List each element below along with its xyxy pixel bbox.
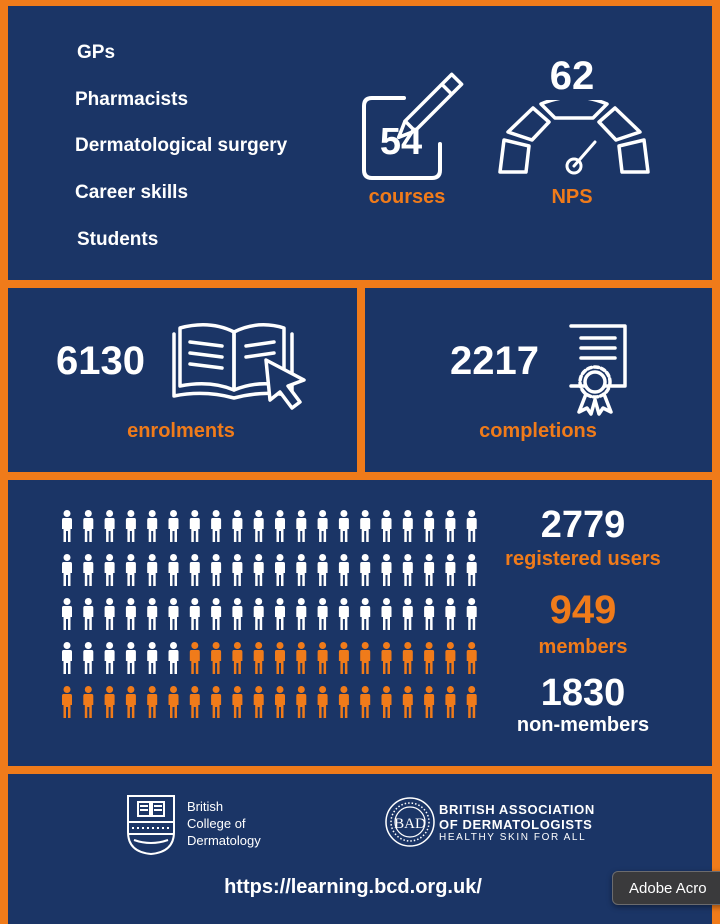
- person-icon: [467, 598, 477, 630]
- person-icon: [147, 598, 157, 630]
- person-icon: [275, 598, 285, 630]
- bad-monogram: BAD: [394, 816, 426, 832]
- person-icon: [126, 686, 136, 718]
- registered-users-value: 2779: [540, 504, 626, 546]
- non-members-label: non-members: [516, 714, 650, 736]
- person-icon: [296, 510, 306, 542]
- person-icon: [424, 598, 434, 630]
- person-icon: [403, 642, 413, 674]
- bad-logo-line2: OF DERMATOLOGISTS: [439, 817, 593, 832]
- person-icon: [403, 554, 413, 586]
- website-url-link[interactable]: https://learning.bcd.org.uk/: [224, 876, 482, 898]
- person-icon: [360, 510, 370, 542]
- person-icon: [254, 554, 264, 586]
- person-icon: [190, 642, 200, 674]
- person-icon: [62, 642, 72, 674]
- person-icon: [83, 686, 93, 718]
- bcd-logo-line3: Dermatology: [187, 833, 261, 848]
- person-icon: [445, 686, 455, 718]
- bad-logo-line1: BRITISH ASSOCIATION: [439, 802, 595, 817]
- person-icon: [275, 554, 285, 586]
- person-icon: [467, 510, 477, 542]
- person-icon: [403, 598, 413, 630]
- person-icon: [105, 686, 115, 718]
- bcd-logo-line2: College of: [187, 816, 246, 831]
- person-icon: [275, 686, 285, 718]
- person-icon: [339, 554, 349, 586]
- non-members-value: 1830: [540, 672, 626, 714]
- person-icon: [232, 510, 242, 542]
- person-icon: [424, 554, 434, 586]
- person-icon: [232, 598, 242, 630]
- person-icon: [296, 642, 306, 674]
- person-icon: [318, 686, 328, 718]
- members-value: 949: [549, 588, 617, 632]
- person-icon: [296, 554, 306, 586]
- person-icon: [126, 598, 136, 630]
- person-icon: [467, 554, 477, 586]
- open-book-cursor-icon: [170, 320, 310, 410]
- person-icon: [382, 686, 392, 718]
- person-icon: [83, 598, 93, 630]
- bad-logo-tagline: HEALTHY SKIN FOR ALL: [439, 832, 587, 843]
- person-icon: [190, 686, 200, 718]
- person-icon: [445, 598, 455, 630]
- person-icon: [62, 510, 72, 542]
- overview-panel: [8, 6, 712, 280]
- person-icon: [318, 554, 328, 586]
- person-icon: [190, 598, 200, 630]
- person-icon: [169, 554, 179, 586]
- person-icon: [169, 510, 179, 542]
- courses-value: 54: [379, 121, 423, 163]
- person-icon: [424, 510, 434, 542]
- person-icon: [296, 686, 306, 718]
- users-panel: [8, 480, 712, 766]
- person-icon: [62, 686, 72, 718]
- person-icon: [360, 598, 370, 630]
- person-icon: [105, 598, 115, 630]
- nps-value: 62: [549, 54, 595, 98]
- person-icon: [147, 686, 157, 718]
- person-icon: [360, 642, 370, 674]
- person-icon: [275, 642, 285, 674]
- topic-career-skills: Career skills: [75, 182, 189, 203]
- person-icon: [147, 554, 157, 586]
- person-icon: [318, 642, 328, 674]
- enrolments-label: enrolments: [127, 420, 235, 442]
- person-icon: [105, 510, 115, 542]
- person-icon: [339, 510, 349, 542]
- person-icon: [211, 686, 221, 718]
- person-icon: [445, 642, 455, 674]
- person-icon: [382, 642, 392, 674]
- members-label: members: [538, 636, 628, 658]
- person-icon: [275, 510, 285, 542]
- person-icon: [211, 510, 221, 542]
- gauge-icon: [497, 100, 651, 180]
- topic-pharmacists: Pharmacists: [75, 89, 189, 110]
- person-icon: [105, 642, 115, 674]
- topic-gps: GPs: [77, 42, 116, 63]
- person-icon: [445, 510, 455, 542]
- person-icon: [339, 642, 349, 674]
- person-icon: [296, 598, 306, 630]
- person-icon: [232, 686, 242, 718]
- person-icon: [126, 554, 136, 586]
- person-icon: [360, 686, 370, 718]
- person-icon: [147, 510, 157, 542]
- person-icon: [339, 598, 349, 630]
- person-icon: [211, 642, 221, 674]
- person-icon: [83, 554, 93, 586]
- person-icon: [190, 510, 200, 542]
- person-icon: [62, 554, 72, 586]
- registered-users-label: registered users: [505, 548, 661, 570]
- person-icon: [169, 598, 179, 630]
- completions-value: 2217: [450, 339, 539, 383]
- person-icon: [232, 554, 242, 586]
- person-icon: [190, 554, 200, 586]
- enrolments-value: 6130: [56, 339, 145, 383]
- courses-label: courses: [368, 186, 446, 208]
- person-icon: [318, 598, 328, 630]
- footer-panel: [8, 774, 712, 924]
- enrolments-panel: [8, 288, 357, 472]
- person-icon: [211, 554, 221, 586]
- person-icon: [382, 554, 392, 586]
- person-icon: [254, 510, 264, 542]
- topic-students: Students: [77, 229, 159, 250]
- person-icon: [254, 642, 264, 674]
- bcd-shield-logo: [126, 794, 176, 856]
- completions-panel: [365, 288, 712, 472]
- people-pictogram: [58, 510, 486, 734]
- bad-seal-logo: [384, 796, 436, 848]
- topic-dermatological-surgery: Dermatological surgery: [75, 135, 288, 156]
- person-icon: [403, 686, 413, 718]
- person-icon: [62, 598, 72, 630]
- person-icon: [254, 598, 264, 630]
- adobe-acrobat-button[interactable]: Adobe Acro: [612, 871, 720, 905]
- person-icon: [424, 642, 434, 674]
- person-icon: [445, 554, 455, 586]
- person-icon: [232, 642, 242, 674]
- person-icon: [126, 510, 136, 542]
- person-icon: [382, 510, 392, 542]
- person-icon: [126, 642, 136, 674]
- person-icon: [339, 686, 349, 718]
- person-icon: [403, 510, 413, 542]
- person-icon: [83, 642, 93, 674]
- person-icon: [169, 686, 179, 718]
- nps-label: NPS: [551, 186, 593, 208]
- person-icon: [83, 510, 93, 542]
- person-icon: [467, 686, 477, 718]
- completions-label: completions: [479, 420, 597, 442]
- person-icon: [169, 642, 179, 674]
- person-icon: [211, 598, 221, 630]
- person-icon: [360, 554, 370, 586]
- bcd-logo-line1: British: [187, 799, 224, 814]
- person-icon: [254, 686, 264, 718]
- person-icon: [467, 642, 477, 674]
- person-icon: [105, 554, 115, 586]
- bcd-logo-text: [187, 798, 261, 849]
- person-icon: [147, 642, 157, 674]
- person-icon: [382, 598, 392, 630]
- person-icon: [318, 510, 328, 542]
- person-icon: [424, 686, 434, 718]
- certificate-icon: [565, 322, 631, 416]
